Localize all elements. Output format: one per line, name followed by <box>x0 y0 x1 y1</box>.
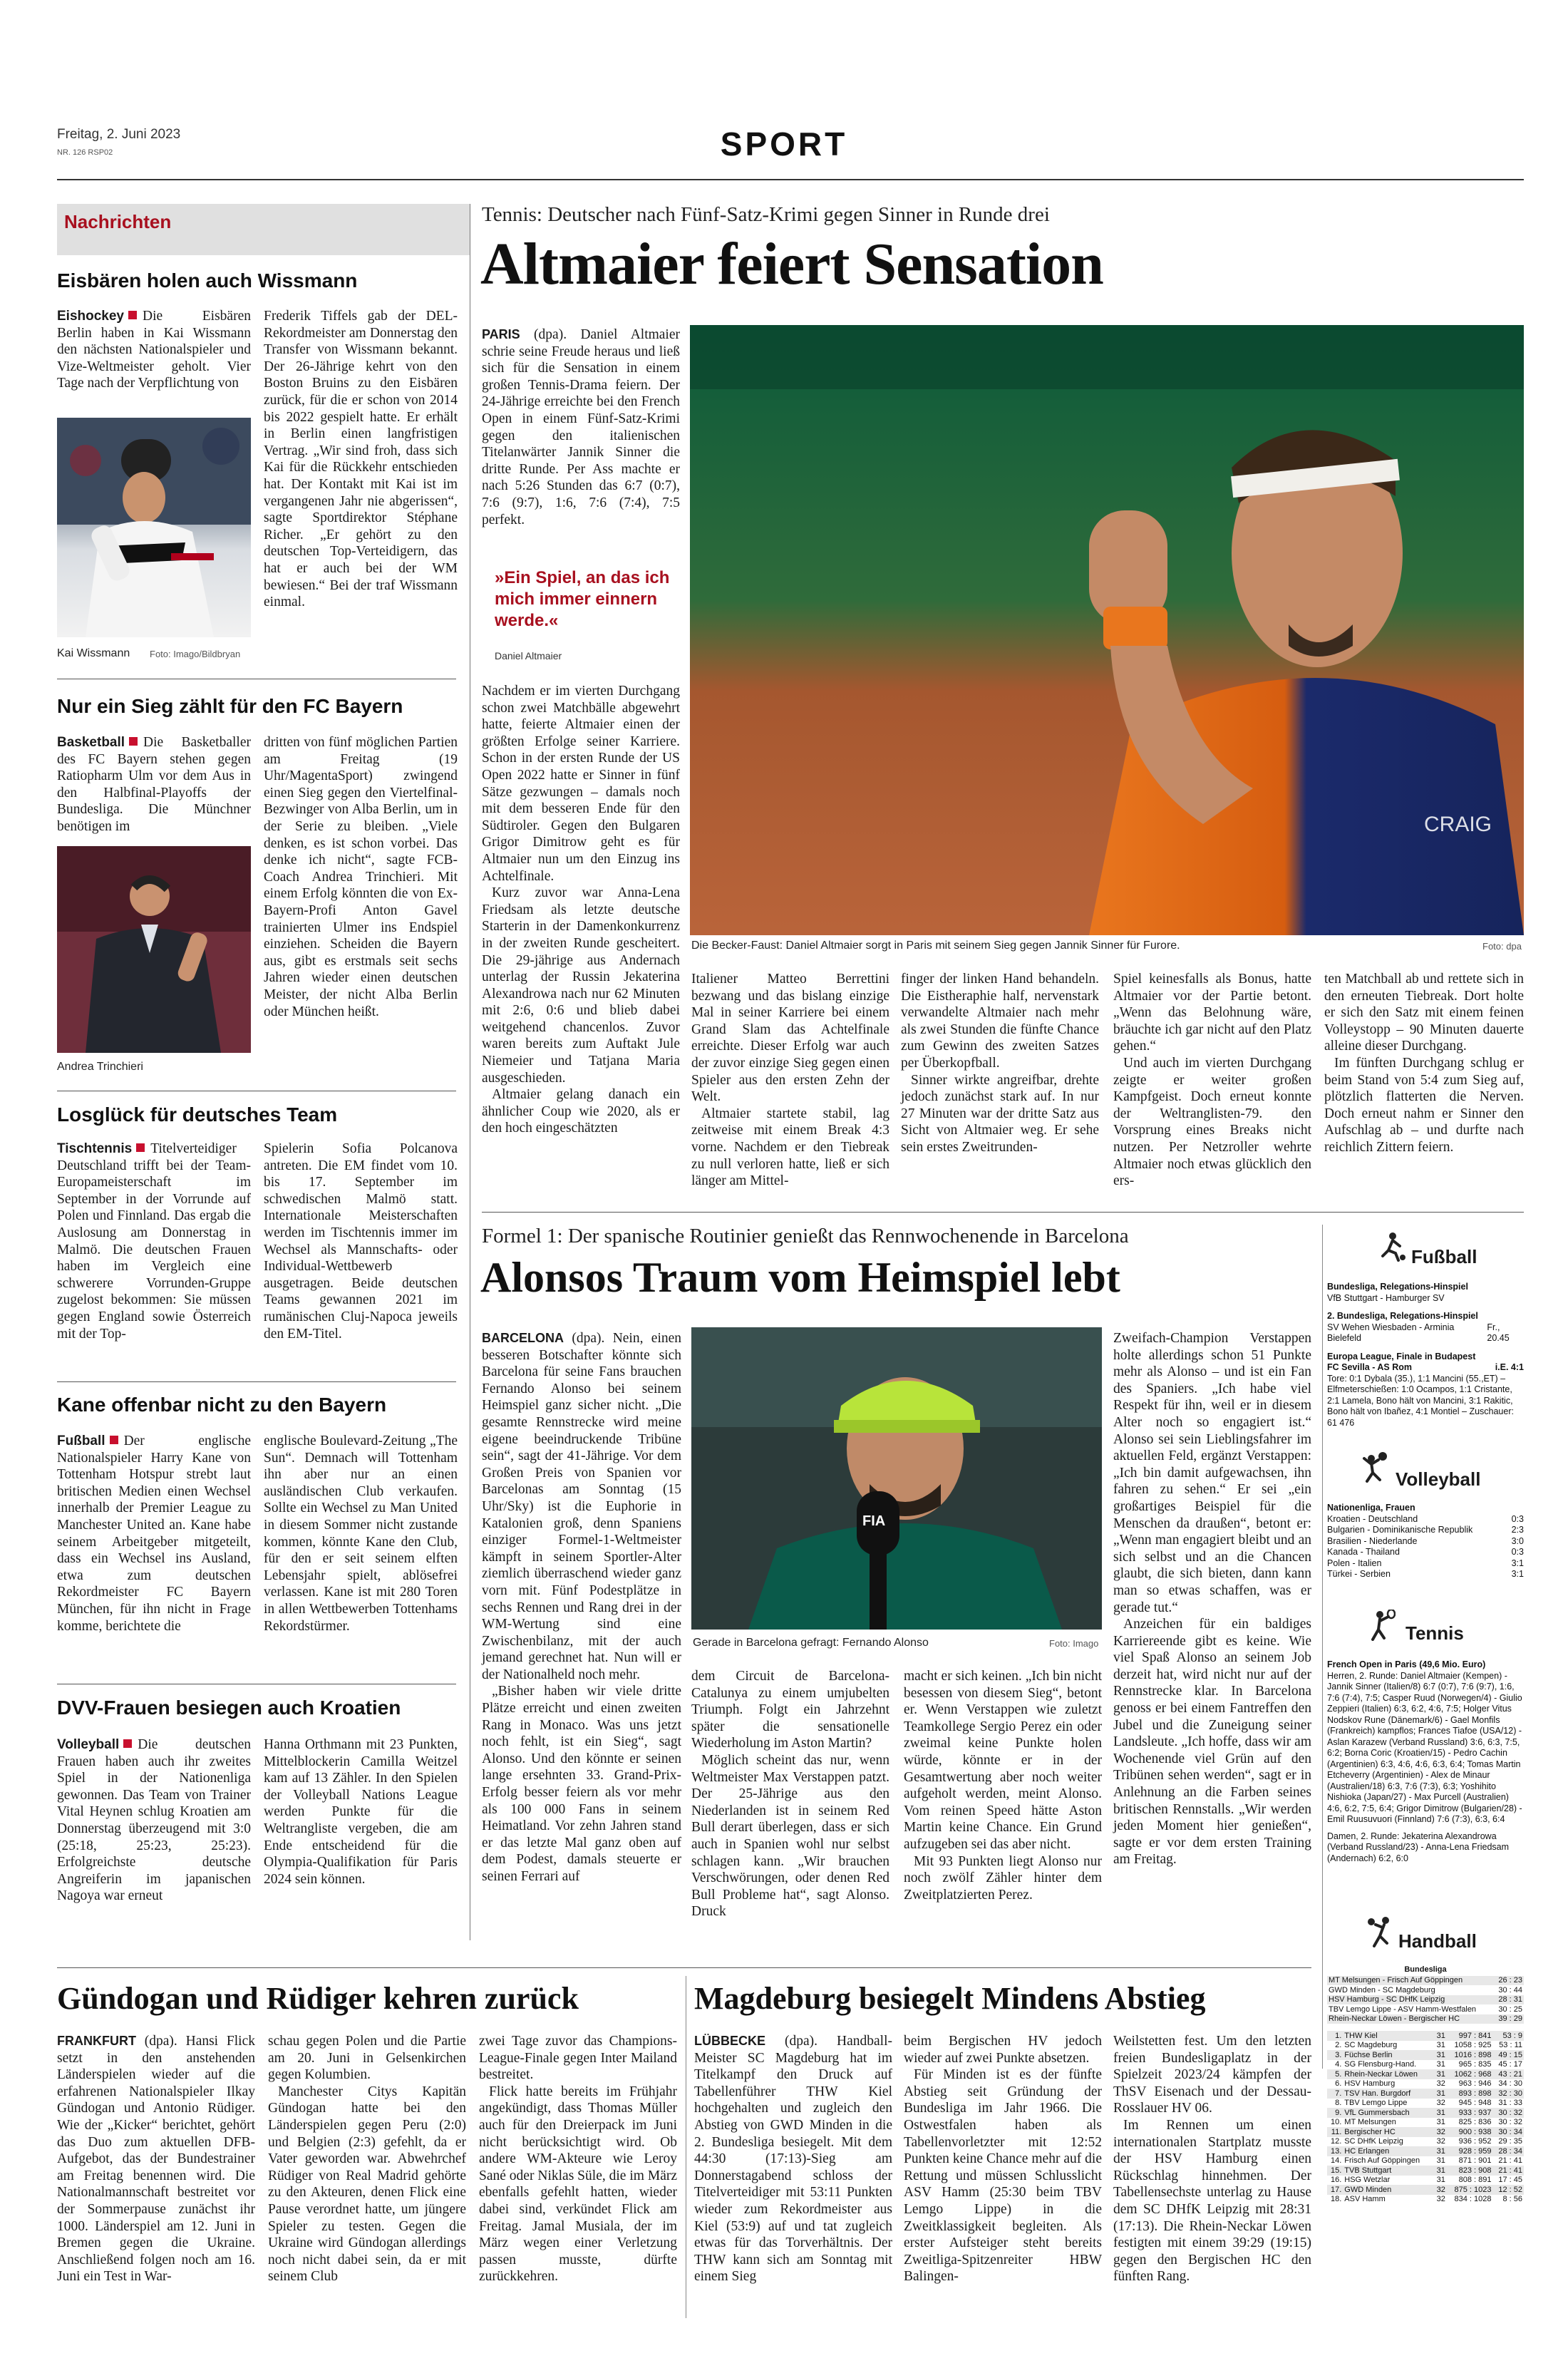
guendogan-col1 <box>57 2033 255 2285</box>
handball-cell-t: Frisch Auf Göppingen <box>1344 2156 1420 2165</box>
photo-andrea-trinchieri <box>57 846 251 1053</box>
news-4-title: Kane offenbar nicht zu den Bayern <box>57 1394 387 1416</box>
handball-cell-t: TSV Han. Burgdorf <box>1343 2089 1433 2099</box>
magdeburg-para: Im Rennen um einen internationalen Startplatz musste der HSV Hamburg einen Rückschlag hinnehmen. Der Tabellensechste unterlag zu Hause dem SC DHfK Leipzig mit 28:31 (17:13). Die Rhein-Neckar Löwen festigten mit einem 39:29 (19:15) gegen den Bergischen HC den fünften Rang. <box>1113 2117 1311 2285</box>
handball-cell-p: 3. <box>1327 2050 1343 2060</box>
issue-number: NR. 126 RSP02 <box>57 148 113 157</box>
handball-cell-p: 1. <box>1327 2031 1343 2041</box>
volleyball-score: 3:0 <box>1511 1535 1524 1546</box>
results-handball <box>1327 1965 1524 2204</box>
results-handball-title: Handball <box>1398 1930 1477 1952</box>
news-1-kicker: Eishockey <box>57 309 124 324</box>
divider <box>57 1381 456 1382</box>
handball-cell-d: 834 : 1028 <box>1454 2195 1492 2203</box>
handball-cell-p: 18. <box>1330 2195 1342 2203</box>
volleyball-result-row <box>1327 1547 1524 1558</box>
alonso-col1 <box>482 1330 681 1885</box>
tennis-results-men: Herren, 2. Runde: Daniel Altmaier (Kempen) - Jannik Sinner (Italien/8) 6:7 (0:7), 7:6 (9:7), 1:6, 7:6 (7:4), 7:5; Casper Ruud (Norwegen/4) - Giulio Zeppieri (Italien) 6:3, 6:2, 4:6, 7:5; Holger Vitus Nodskov Rune (Dänemark/6) - Gael Monfils (Frankreich) kampflos; Frances Tiafoe (USA/12) - Aslan Karazew (Verband Russland) 3:6, 6:3, 7:5, 6:2; Borna Coric (Kroatien/15) - Pedro Cachin (Argentinien) 6:3, 4:6, 4:6, 6:3, 6:4; Tomas Martin Etcheverry (Argentinien) - Alex de Minaur (Australien/18) 6:3, 7:6 (7:3), 6:3; Yoshihito Nishioka (Japan/27) - Max Purcell (Australien) 4:6, 6:2, 7:5, 6:4; Grigor Dimitrow (Bulgarien/28) - Emil Ruusuvuori (Finnland) 7:6 (7:3), 6:3, 6:4 <box>1327 1670 1522 1824</box>
handball-cell-p: 9. <box>1327 2108 1343 2118</box>
handball-cell-t: VfL Gummersbach <box>1343 2108 1433 2118</box>
handball-match: HSV Hamburg - SC DHfK Leipzig <box>1327 1995 1494 2005</box>
photo-kai-wissmann <box>57 418 251 637</box>
handball-table-row <box>1327 2089 1524 2099</box>
guendogan-col3 <box>479 2033 677 2285</box>
handball-cell-pt: 12 : 52 <box>1493 2185 1524 2195</box>
alonso-caption: Gerade in Barcelona gefragt: Fernando Alonso <box>693 1637 929 1649</box>
handball-match: Rhein-Neckar Löwen - Bergischer HC <box>1327 2014 1494 2024</box>
news-5-title: DVV-Frauen besiegen auch Kroatien <box>57 1697 401 1719</box>
news-2-title: Nur ein Sieg zählt für den FC Bayern <box>57 695 403 717</box>
handball-cell-pt: 8 : 56 <box>1502 2195 1522 2203</box>
svg-text:CRAIG: CRAIG <box>1424 813 1492 836</box>
news-2-caption: Andrea Trinchieri <box>57 1061 143 1073</box>
handball-cell-p: 5. <box>1327 2069 1343 2079</box>
handball-cell-p: 13. <box>1327 2146 1343 2156</box>
results-soccer <box>1327 1282 1524 1429</box>
tennis-para: ten Matchball ab und rettete sich in den erneuten Tiebreak. Dort holte er sich den Satz mit einem feinen Volleystopp – 90 Minuten dauerte alleine dieser Durchgang. <box>1324 972 1524 1054</box>
magdeburg-lead: Handball-Meister SC Magdeburg hat im Titelkampf den Druck auf Tabellenführer THW Kiel hochgehalten und zugleich den Abstieg von GWD Minden in die 2. Bundesliga besiegelt. Mit dem 44:30 (17:13)-Sieg am Donnerstagabend schloss der Titelverteidiger mit 53:11 Punkten wieder zum Rekordmeister aus Kiel (53:9) auf und tat zugleich etwas für das Torverhältnis. Der THW kann sich am Sonntag mit einem Sieg <box>694 2034 892 2285</box>
handball-cell-pt: 17 : 45 <box>1498 2176 1522 2184</box>
soccer-comp-3: Europa League, Finale in Budapest <box>1327 1351 1476 1362</box>
handball-cell-g: 31 <box>1436 2118 1445 2126</box>
handball-table <box>1327 2031 1524 2204</box>
handball-cell-g: 31 <box>1433 2031 1447 2041</box>
red-square-icon <box>123 1739 132 1748</box>
news-4-col-b: englische Boulevard-Zeitung „The Sun“. Demnach will Tottenham ihn aber nur an einen ausländischen Club verkaufen. Sollte ein Wechsel zu Man United in diesem Sommer nicht zustande kommen, könnte Kane den Club, für den er seit seinem elften Lebensjahr spielt, ablösefrei verlassen. Kane ist mit 280 Toren in allen Wettbewerben Tottenhams Rekordstürmer. <box>264 1434 458 1634</box>
volleyball-match: Polen - Italien <box>1327 1558 1382 1568</box>
news-3-col-b: Spielerin Sofia Polcanova antreten. Die EM findet vom 10. bis 17. September im schwedischen Malmö statt. Internationale Meisterschaften werden im Tischtennis immer im Wechsel als Mannschafts- oder Individual-Wettbewerb ausgetragen. Beide deutschen Teams gewannen 2021 im rumänischen Cluj-Napoca jeweils den EM-Titel. <box>264 1141 458 1342</box>
tennis-headline: Altmaier feiert Sensation <box>480 231 1103 297</box>
issue-date: Freitag, 2. Juni 2023 <box>57 127 181 142</box>
news-4-col-a <box>57 1433 251 1635</box>
handball-table-row <box>1327 2069 1524 2079</box>
results-tennis-title: Tennis <box>1405 1622 1464 1644</box>
alonso-para: Zweifach-Champion Verstappen holte allerdings schon 51 Punkte mehr als Alonso – und ist ein Fan des Spaniers. „Ich habe viel Respekt für ihn, weil er in diesem Alter noch so engagiert ist.“ Alonso sei sein Lieblingsfahrer im aktuellen Feld, ergänzt Verstappen: „Ich bin damit aufgewachsen, ihn fahren zu sehen.“ Er sei „ein großartiges Beispiel für die Menschen da draußen“, betont er: „Wenn man engagiert bleibt und an sich selbst und an die Chancen glaubt, die sich bieten, dann kann man so etwas schaffen, was er gerade tut.“ <box>1113 1331 1311 1615</box>
handball-table-row <box>1327 2041 1524 2051</box>
guendogan-para: zwei Tage zuvor das Champions-League-Finale gegen Inter Mailand bestreitet. <box>479 2034 677 2083</box>
handball-fixture-row <box>1327 2004 1524 2014</box>
handball-cell-g: 32 <box>1433 2185 1447 2195</box>
handball-table-row <box>1327 2166 1524 2176</box>
tennis-col5 <box>1324 971 1524 1156</box>
handball-table-row <box>1327 2176 1524 2186</box>
red-square-icon <box>110 1436 118 1444</box>
handball-cell-p: 15. <box>1327 2166 1343 2176</box>
handball-cell-pt: 28 : 34 <box>1493 2146 1524 2156</box>
handball-cell-g: 31 <box>1436 2176 1445 2184</box>
alonso-para: macht er sich keinen. „Ich bin nicht besessen von diesem Sieg“, betont er. Wenn Verstappen wie zuletzt Teamkollege Sergio Perez ein oder zweimal keine Punkte holen würde, könnte er in der Gesamtwertung aber noch weiter aufgeholt werden, meint Alonso. Vom reinen Speed hätte Aston Martin keine Chance. Ein Grund aufzugeben sei das aber nicht. <box>904 1669 1102 1852</box>
handball-table-row <box>1327 2050 1524 2060</box>
guendogan-agency: (dpa). <box>144 2034 177 2049</box>
tennis-results-women: Damen, 2. Runde: Jekaterina Alexandrowa (Verband Russland/23) - Anna-Lena Friedsam (Andernach) 6:2, 6:0 <box>1327 1831 1510 1863</box>
tennis-col2 <box>691 971 889 1190</box>
soccer-match: FC Sevilla - AS Rom <box>1327 1362 1413 1372</box>
handball-cell-g: 32 <box>1436 2079 1445 2088</box>
tennis-para: Kurz zuvor war Anna-Lena Friedsam als letzte deutsche Starterin in der Damenkonkurrenz in der zweiten Runde gescheitert. Die 29-jährige aus Andernach unterlag der Russin Jekaterina Alexandrowa nach nur 62 Minuten mit 2:6, 0:6 und blieb dabei weitgehend chancenlos. Zuvor waren bereits zum Auftakt Jule Niemeier und Tatjana Maria ausgeschieden. <box>482 885 680 1086</box>
volleyball-score: 3:1 <box>1511 1558 1524 1568</box>
handball-cell-pt: 49 : 15 <box>1493 2050 1524 2060</box>
handball-match: MT Melsungen - Frisch Auf Göppingen <box>1327 1976 1494 1986</box>
alonso-agency: (dpa). <box>572 1331 605 1346</box>
tennis-para: Im fünften Durchgang schlug er beim Stand von 5:4 zum Sieg auf, plötzlich flatterten die Nerven. Doch erneut nahm er Sinner den Aufschlag ab – und durfte nach reichlich Zittern feiern. <box>1324 1055 1524 1155</box>
handball-cell-g: 31 <box>1433 2108 1447 2118</box>
alonso-para: „Bisher haben wir viele dritte Plätze erreicht und einen zweiten Rang in Monaco. Was uns jetzt noch fehlt, ist ein Sieg“, sagt Alonso. Und den könnte er seinen lange ersehnten 33. Grand-Prix-Erfolg besser feiern als vor mehr als 100 000 Fans in seinem Heimatland. Vor zehn Jahren stand er das letzte Mal ganz oben auf dem Podest, damals steuerte er seinen Ferrari auf <box>482 1684 681 1884</box>
volleyball-result-row <box>1327 1558 1524 1570</box>
handball-cell-t: TBV Lemgo Lippe <box>1344 2099 1408 2107</box>
news-1-col-b: Frederik Tiffels gab der DEL-Rekordmeister am Donnerstag den Transfer von Wissmann bekannt. Der 26-Jährige kehrt von den Boston Bruins zu den Eisbären zurück, für die er schon von 2014 bis 2022 gespielt hatte. Er erhält in Berlin einen langfristigen Vertrag. „Wir sind froh, dass sich Kai für die Rückkehr entschieden hat. Der Kontakt mit Kai ist im vergangenen Jahr nie abgerissen“, sagte Sportdirektor Stéphane Richer. „Er gehört zu den deutschen Top-Verteidigern, das hat er auch bei der WM bewiesen.“ Bei der traf Wissmann einmal. <box>264 309 458 610</box>
soccer-match: SV Wehen Wiesbaden - Arminia Bielefeld <box>1327 1322 1455 1343</box>
handball-fixture-row <box>1327 1976 1524 1986</box>
handball-cell-t: MT Melsungen <box>1344 2118 1396 2126</box>
handball-cell-d: 933 : 937 <box>1447 2108 1493 2118</box>
alonso-lead: Nein, einen besseren Botschafter könnte sich Barcelona für seine Fans brauchen Fernando Alonso bei seinem Heimspiel ganz sicher nicht. „Die gesamte Rennstrecke wird meine eigene beeindruckende Tribüne sein“, sagt der 41-Jährige. Vor dem Großen Preis von Spanien vor Barcelonas am Sonntag (15 Uhr/Sky) ist die Euphorie in Katalonien groß, denn Spaniens einziger Formel-1-Weltmeister kämpft in seinem Sportler-Alter ziemlich überraschend wieder ganz vorn mit. Fünf Podestplätze in sechs Rennen und Rang drei in der WM-Wertung sind eine Zwischenbilanz, mit der auch jemand gerechnet hat. Nun will er der Nationalheld noch mehr. <box>482 1331 682 1682</box>
handball-match: GWD Minden - SC Magdeburg <box>1329 1985 1435 1994</box>
handball-cell-p: 4. <box>1335 2060 1342 2069</box>
handball-cell-t: TVB Stuttgart <box>1343 2166 1433 2176</box>
volleyball-score: 2:3 <box>1511 1525 1524 1535</box>
handball-cell-pt: 29 : 35 <box>1498 2137 1522 2146</box>
volleyball-match: Türkei - Serbien <box>1327 1569 1391 1579</box>
handball-cell-t: THW Kiel <box>1343 2031 1433 2041</box>
handball-cell-g: 32 <box>1436 2137 1445 2146</box>
handball-cell-g: 31 <box>1433 2069 1447 2079</box>
alonso-col4 <box>1113 1330 1311 1868</box>
handball-cell-t: HSG Wetzlar <box>1344 2176 1391 2184</box>
handball-table-row <box>1327 2060 1524 2070</box>
handball-cell-t: SG Flensburg-Hand. <box>1344 2060 1417 2069</box>
tennis-col4 <box>1113 971 1311 1190</box>
handball-fixture-row <box>1327 1995 1524 2005</box>
handball-cell-g: 32 <box>1433 2127 1447 2137</box>
volleyball-result-row <box>1327 1536 1524 1548</box>
red-square-icon <box>129 737 138 746</box>
masthead-rule <box>57 179 1524 180</box>
volleyball-score: 0:3 <box>1511 1513 1524 1524</box>
tennis-para: finger der linken Hand behandeln. Die Eistheraphie half, nervenstark verwandelte Altmaier nach mehr als zwei Stunden die fünfte Chance zum Gewinn des zweiten Satzes per Überkopfball. <box>901 972 1099 1071</box>
alonso-headline: Alonsos Traum vom Heimspiel lebt <box>480 1254 1120 1301</box>
handball-table-row <box>1327 2079 1524 2089</box>
news-2-text-a: Die Basketballer des FC Bayern stehen gegen Ratiopharm Ulm vor dem Aus in den Halbfinal-Playoffs der Bundesliga. Die Münchner benötigen im <box>57 735 251 834</box>
handball-cell-t: HSV Hamburg <box>1344 2079 1396 2088</box>
red-square-icon <box>136 1143 145 1152</box>
news-header-bar <box>57 204 470 255</box>
handball-cell-d: 963 : 946 <box>1458 2079 1492 2088</box>
guendogan-dateline: FRANKFURT <box>57 2034 136 2048</box>
news-2-col-a <box>57 734 251 835</box>
volleyball-match: Bulgarien - Dominikanische Republik <box>1327 1525 1473 1535</box>
alonso-para: Möglich scheint das nur, wenn Weltmeister Max Verstappen patzt. Der 25-Jährige aus den Niederlanden ist in seinem Red Bull derart überlegen, dass er sich auch in Spanien wohl nur selbst schlagen kann. „Wir brauchen Verschwörungen, oder denen Red Bull Probleme hat“, sagt Alonso. Druck <box>691 1752 889 1920</box>
tennis-caption: Die Becker-Faust: Daniel Altmaier sorgt in Paris mit seinem Sieg gegen Jannik Sinner für Furore. <box>691 940 1180 952</box>
news-4-text-a: Der englische Nationalspieler Harry Kane von Tottenham Hotspur strebt laut britischen Medien einen Wechsel innerhalb der Premier League zu Manchester United an. Kane habe seinem Arbeitgeber mitgeteilt, dass ein Wechsel ins Ausland, etwa zum deutschen Rekordmeister FC Bayern München, für ihn nicht in Frage komme, berichtete die <box>57 1434 251 1634</box>
guendogan-col2 <box>268 2033 466 2285</box>
soccer-icon <box>1377 1230 1408 1265</box>
news-1-caption: Kai Wissmann <box>57 647 130 659</box>
handball-fixture-row <box>1327 1985 1524 1995</box>
handball-cell-d: 965 : 835 <box>1458 2060 1492 2069</box>
results-soccer-title: Fußball <box>1411 1246 1477 1267</box>
results-tennis <box>1327 1659 1524 1864</box>
handball-score: 30 : 44 <box>1498 1985 1522 1994</box>
news-1-text-a: Die Eisbären Berlin haben in Kai Wissmann den nächsten Nationalspieler und Vize-Weltmeister geholt. Vier Tage nach der Verpflichtung von <box>57 309 251 391</box>
handball-cell-d: 825 : 836 <box>1458 2118 1492 2126</box>
handball-cell-p: 10. <box>1330 2118 1342 2126</box>
volleyball-result-row <box>1327 1525 1524 1536</box>
handball-table-row <box>1327 2031 1524 2041</box>
handball-cell-pt: 21 : 41 <box>1493 2166 1524 2176</box>
handball-cell-d: 928 : 959 <box>1447 2146 1493 2156</box>
tennis-col3 <box>901 971 1099 1156</box>
handball-cell-pt: 31 : 33 <box>1498 2099 1522 2107</box>
handball-table-row <box>1327 2195 1524 2205</box>
handball-cell-t: ASV Hamm <box>1344 2195 1386 2203</box>
alonso-col2 <box>691 1668 889 1920</box>
soccer-comp-1: Bundesliga, Relegations-Hinspiel <box>1327 1282 1468 1292</box>
handball-cell-g: 31 <box>1436 2156 1445 2165</box>
handball-cell-d: 1062 : 968 <box>1447 2069 1493 2079</box>
volleyball-match: Kanada - Thailand <box>1327 1547 1400 1557</box>
handball-score: 26 : 23 <box>1494 1976 1524 1986</box>
volleyball-match: Kroatien - Deutschland <box>1327 1513 1418 1524</box>
magdeburg-para: Für Minden ist es der fünfte Abstieg seit Gründung der Bundesliga im Jahr 1966. Die Ostwestfalen haben als Tabellenvorletzter mit 12:52 Punkten keine Chance mehr auf die Rettung und müssen Schlusslicht ASV Hamm (25:30 beim TBV Lemgo Lippe) in die Zweitklassigkeit begleiten. Als erster Aufsteiger steht bereits Zweitliga-Spitzenreiter HBW Balingen- <box>904 2067 1102 2285</box>
handball-cell-pt: 53 : 11 <box>1499 2041 1522 2049</box>
handball-cell-pt: 30 : 34 <box>1493 2127 1524 2137</box>
handball-cell-p: 8. <box>1335 2099 1342 2107</box>
news-4-kicker: Fußball <box>57 1434 105 1448</box>
handball-table-row <box>1327 2146 1524 2156</box>
guendogan-para: Manchester Citys Kapitän Gündogan hatte bei den Länderspielen gegen Peru (2:0) und Belgien (2:3) gefehlt, da er Vater geworden war. Abwehrchef Rüdiger von Real Madrid gehörte zu den Akteuren, denen Flick eine Pause verordnet hatte, um jüngere Spieler zu testen. Gegen die Ukraine wird Gündogan allerdings noch nicht dabei sein, da er mit seinem Club <box>268 2084 466 2285</box>
handball-cell-pt: 45 : 17 <box>1498 2060 1522 2069</box>
handball-cell-t: HC Erlangen <box>1343 2146 1433 2156</box>
section-title: SPORT <box>720 125 848 163</box>
tennis-lead-text: Daniel Altmaier schrie seine Freude heraus und ließ sich für die Sensation in einem großen Tennis-Drama feiern. Der 24-Jährige erreichte bei den French Open in einem Fünf-Satz-Krimi gegen den italienischen Titelanwärter Jannik Sinner die dritte Runde. Per Ass machte er nach 5:26 Stunden das 6:7 (0:7), 7:6 (9:7), 1:6, 7:6 (7:4), 7:5 perfekt. <box>482 327 681 527</box>
tennis-icon <box>1364 1610 1396 1644</box>
handball-cell-t: Füchse Berlin <box>1343 2050 1433 2060</box>
handball-cell-d: 875 : 1023 <box>1447 2185 1493 2195</box>
soccer-detail: Tore: 0:1 Dybala (35.), 1:1 Mancini (55.,ET) – Elfmeterschießen: 1:0 Ocampos, 1:1 Cristante, 2:1 Lamela, Bono hält von Mancini, 3:1 Rakitic, Bono hält von Ibañez, 4:1 Montiel – Zuschauer: 61 476 <box>1327 1373 1514 1428</box>
news-5-kicker: Volleyball <box>57 1737 120 1752</box>
soccer-score: Fr., 20.45 <box>1487 1322 1510 1343</box>
magdeburg-col2 <box>904 2033 1102 2285</box>
handball-cell-d: 808 : 891 <box>1458 2176 1492 2184</box>
handball-score: 30 : 25 <box>1498 2004 1522 2014</box>
handball-cell-g: 31 <box>1433 2166 1447 2176</box>
volleyball-score: 0:3 <box>1511 1547 1524 1557</box>
tennis-para: Sinner wirkte angreifbar, drehte jedoch zunächst stark auf. In nur 27 Minuten war der dritte Satz aus Sicht von Altmaier weg. Er sehe sein erstes Zweitrunden- <box>901 1072 1099 1155</box>
magdeburg-para: Weilstetten fest. Um den letzten freien Bundesligaplatz in der Spielzeit 2023/24 kämpfen der ThSV Eisenach und der Dessau-Rosslauer HV 06. <box>1113 2034 1311 2116</box>
handball-cell-d: 893 : 898 <box>1447 2089 1493 2099</box>
tennis-quote-author: Daniel Altmaier <box>495 650 562 662</box>
results-volleyball-title: Volleyball <box>1396 1468 1481 1490</box>
tennis-dateline: PARIS <box>482 327 520 341</box>
divider <box>57 1967 1311 1968</box>
alonso-credit: Foto: Imago <box>1049 1638 1099 1649</box>
handball-cell-pt: 30 : 32 <box>1493 2108 1524 2118</box>
handball-cell-g: 31 <box>1433 2089 1447 2099</box>
volleyball-result-row <box>1327 1514 1524 1525</box>
handball-cell-d: 945 : 948 <box>1458 2099 1492 2107</box>
photo-fernando-alonso <box>691 1327 1102 1630</box>
news-2-col-b: dritten von fünf möglichen Partien am Freitag (19 Uhr/MagentaSport) zwingend einen Sieg gegen den Viertelfinal-Bezwinger von Alba Berlin, um in der Serie zu bleiben. „Viele denken, es ist schon vorbei. Das denke ich nicht“, sagte FCB-Coach Andrea Trinchieri. Mit einem Erfolg könnten die von Ex-Bayern-Profi Anton Gavel trainierten Ulmer ins Endspiel einziehen. Scheiden die Bayern aus, gibt es erstmals seit sechs Jahren wieder einen deutschen Meister, der nicht Alba Berlin oder München heißt. <box>264 735 458 1019</box>
tennis-para: Italiener Matteo Berrettini bezwang und das bislang einzige Mal in seiner Karriere bei einem Grand Slam das Achtelfinale erreichte. Dieser Erfolg war auch der zuvor einzige Sieg gegen einen Spieler aus den ersten Zehn der Welt. <box>691 972 889 1105</box>
handball-cell-d: 997 : 841 <box>1447 2031 1493 2041</box>
news-1-title: Eisbären holen auch Wissmann <box>57 269 358 292</box>
magdeburg-col1 <box>694 2033 892 2285</box>
news-1-col-a <box>57 308 251 392</box>
magdeburg-para: beim Bergischen HV jedoch wieder auf zwei Punkte absetzen. <box>904 2034 1102 2066</box>
handball-fixture-row <box>1327 2014 1524 2024</box>
handball-cell-t: Bergischer HC <box>1343 2127 1433 2137</box>
volleyball-icon <box>1358 1451 1390 1486</box>
results-volleyball <box>1327 1503 1524 1580</box>
magdeburg-headline: Magdeburg besiegelt Mindens Abstieg <box>694 1981 1206 2016</box>
news-3-title: Losglück für deutsches Team <box>57 1103 338 1126</box>
news-3-kicker: Tischtennis <box>57 1141 133 1156</box>
tennis-kicker: Tennis: Deutscher nach Fünf-Satz-Krimi gegen Sinner in Runde drei <box>482 203 1050 226</box>
alonso-col3 <box>904 1668 1102 1903</box>
handball-cell-d: 1058 : 925 <box>1454 2041 1492 2049</box>
handball-cell-pt: 30 : 32 <box>1498 2118 1522 2126</box>
tennis-credit: Foto: dpa <box>1482 941 1522 952</box>
handball-table-row <box>1327 2108 1524 2118</box>
handball-cell-pt: 43 : 21 <box>1493 2069 1524 2079</box>
tennis-col1-body <box>482 683 680 1137</box>
magdeburg-agency: (dpa). <box>785 2034 818 2049</box>
news-2-kicker: Basketball <box>57 735 125 750</box>
handball-score: 39 : 29 <box>1494 2014 1524 2024</box>
soccer-score: i.E. 4:1 <box>1495 1362 1524 1372</box>
handball-cell-pt: 53 : 9 <box>1493 2031 1524 2041</box>
handball-cell-p: 16. <box>1330 2176 1342 2184</box>
handball-cell-pt: 34 : 30 <box>1498 2079 1522 2088</box>
handball-cell-t: Rhein-Neckar Löwen <box>1343 2069 1433 2079</box>
tennis-agency: (dpa). <box>534 327 567 342</box>
handball-cell-g: 31 <box>1436 2041 1445 2049</box>
volleyball-result-row <box>1327 1569 1524 1580</box>
soccer-comp-2: 2. Bundesliga, Relegations-Hinspiel <box>1327 1311 1478 1321</box>
photo-daniel-altmaier <box>690 325 1524 935</box>
handball-table-row <box>1327 2185 1524 2195</box>
news-3-col-a <box>57 1141 251 1342</box>
handball-cell-pt: 32 : 30 <box>1493 2089 1524 2099</box>
handball-table-row <box>1327 2118 1524 2128</box>
news-5-col-b: Hanna Orthmann mit 23 Punkten, Mittelblockerin Camilla Weitzel kam auf 13 Zähler. In den Spielen der Volleyball Nations League werden Punkte für die Weltrangliste vergeben, die am Ende entscheidend für die Olympia-Qualifikation für Paris 2024 sein können. <box>264 1737 458 1887</box>
magdeburg-dateline: LÜBBECKE <box>694 2034 766 2048</box>
tennis-comp: French Open in Paris (49,6 Mio. Euro) <box>1327 1659 1486 1669</box>
handball-cell-g: 31 <box>1433 2050 1447 2060</box>
handball-fixtures <box>1327 1976 1524 2024</box>
volleyball-comp: Nationenliga, Frauen <box>1327 1503 1415 1513</box>
alonso-para: dem Circuit de Barcelona-Catalunya zu einem umjubelten Triumph. Folgt ein Jahrzehnt später die sensationelle Wiederholung im Aston Martin? <box>691 1669 889 1751</box>
handball-cell-d: 1016 : 898 <box>1447 2050 1493 2060</box>
news-1-credit: Foto: Imago/Bildbryan <box>150 649 241 659</box>
guendogan-lead: Hansi Flick setzt in den anstehenden Länderspielen wieder auf die erfahrenen Nationalspieler Ilkay Gündogan und Antonio Rüdiger. Wie der „Kicker“ berichtet, gehört das Duo zum aktuellen DFB-Aufgebot, das der Bundestrainer am Freitag benennen wird. Die Nationalmannschaft bestreitet vor der Sommerpause zunächst ihr 1000. Länderspiel am 12. Juni in Bremen gegen die Ukraine. Anschließend folgen noch am 16. Juni ein Test in War- <box>57 2034 255 2285</box>
handball-comp: Bundesliga <box>1404 1965 1447 1974</box>
handball-cell-g: 31 <box>1436 2060 1445 2069</box>
results-rule <box>1322 1225 1323 2069</box>
handball-cell-pt: 21 : 41 <box>1498 2156 1522 2165</box>
news-5-col-a <box>57 1736 251 1905</box>
tennis-para: Altmaier startete stabil, lag zeitweise mit einem Break 4:3 vorne. Nachdem er den Tiebreak zu null verloren hatte, ließ er sich länger am Mittel- <box>691 1106 889 1189</box>
tennis-para: Nachdem er im vierten Durchgang schon zwei Matchbälle abgewehrt hatte, feierte Altmaier einen der größten Erfolge seiner Karriere. Schon in der ersten Runde der US Open 2022 hatte er Sinner in fünf Sätze gezwungen – damals noch mit dem besseren Ende für den Südtiroler. Gegen den Bulgaren Grigor Dimitrow geht es für Altmaier nun um den Einzug ins Achtelfinale. <box>482 684 680 884</box>
handball-cell-t: SC DHfK Leipzig <box>1344 2137 1403 2146</box>
handball-cell-p: 12. <box>1330 2137 1342 2146</box>
handball-cell-p: 6. <box>1335 2079 1342 2088</box>
handball-cell-d: 871 : 901 <box>1458 2156 1492 2165</box>
tennis-lead <box>482 326 680 528</box>
news-5-text-a: Die deutschen Frauen haben auch ihr zweites Spiel in der Nationenliga gewonnen. Das Team von Trainer Vital Heynen schlug Kroatien am Donnerstag überzeugend mit 3:0 (25:18, 25:23, 25:23). Erfolgreichste deutsche Angreiferin im japanischen Nagoya war erneut <box>57 1737 251 1904</box>
tennis-para: Spiel keinesfalls als Bonus, hatte Altmaier vor der Partie betont. „Wenn das Belohnung wäre, bräuchte ich gar nicht auf den Platz gehen.“ <box>1113 972 1311 1054</box>
handball-cell-p: 11. <box>1327 2127 1343 2137</box>
handball-cell-g: 31 <box>1433 2146 1447 2156</box>
handball-icon <box>1364 1916 1396 1951</box>
handball-cell-p: 7. <box>1327 2089 1343 2099</box>
handball-cell-p: 17. <box>1327 2185 1343 2195</box>
handball-cell-d: 823 : 908 <box>1447 2166 1493 2176</box>
handball-cell-d: 936 : 952 <box>1458 2137 1492 2146</box>
alonso-dateline: BARCELONA <box>482 1331 564 1345</box>
volleyball-match: Brasilien - Niederlande <box>1327 1535 1418 1546</box>
handball-table-row <box>1327 2137 1524 2147</box>
red-square-icon <box>128 311 137 319</box>
handball-table-row <box>1327 2099 1524 2109</box>
handball-cell-d: 900 : 938 <box>1447 2127 1493 2137</box>
alonso-para: Anzeichen für ein baldiges Karriereende gibt es keine. Wie viel Spaß Alonso an seinem Job derzeit hat, wird nicht nur auf der Rennstrecke klar. In Barcelona genoss er bei einem Fantreffen den Jubel und die Zuneigung seiner Landsleute. „Ich hoffe, dass wir am Wochenende viel Grün auf den Tribünen sehen werden“, sagt er in Anlehnung an die Farben seines britischen Rennstalls. „Wir werden jeden Moment hier genießen“, sagte er vor dem ersten Training am Freitag. <box>1113 1617 1311 1868</box>
svg-text:FIA: FIA <box>862 1513 886 1529</box>
guendogan-para: Flick hatte bereits im Frühjahr angekündigt, dass Thomas Müller auch für den Dreierpack im Juni nicht berücksichtigt wird. Ob andere WM-Akteure wie Leroy Sané oder Niklas Süle, die im März ebenfalls gefehlt hatten, wieder dabei sind, verkündet Flick am Freitag. Jamal Musiala, der im März wegen einer Verletzung passen musste, dürfte zurückkehren. <box>479 2084 677 2285</box>
handball-cell-p: 2. <box>1335 2041 1342 2049</box>
handball-match: TBV Lemgo Lippe - ASV Hamm-Westfalen <box>1329 2004 1477 2014</box>
news-3-text-a: Titelverteidiger Deutschland trifft bei der Team-Europameisterschaft im September in der Vorrunde auf Polen und Finnland. Das ergab die Auslosung am Donnerstag in Malmö. Die deutschen Frauen haben im Vergleich eine schwerere Vorrunden-Gruppe zugelost bekommen: Sie müssen gegen England sowie Österreich mit der Top- <box>57 1141 251 1342</box>
soccer-match: VfB Stuttgart - Hamburger SV <box>1327 1292 1445 1303</box>
tennis-pull-quote: »Ein Spiel, an das ich mich immer einnern werde.« <box>495 568 670 630</box>
alonso-para: Mit 93 Punkten liegt Alonso nur noch zwölf Zähler hinter dem Zweitplatzierten Perez. <box>904 1853 1102 1903</box>
guendogan-para: schau gegen Polen und die Partie am 20. Juni in Gelsenkirchen gegen Kolumbien. <box>268 2034 466 2083</box>
divider <box>482 1212 1524 1213</box>
tennis-para: Altmaier gelang danach ein ähnlicher Coup wie 2020, als er den hoch eingeschätzten <box>482 1087 680 1136</box>
magdeburg-col3 <box>1113 2033 1311 2285</box>
handball-cell-t: GWD Minden <box>1343 2185 1433 2195</box>
handball-table-row <box>1327 2127 1524 2137</box>
handball-cell-t: SC Magdeburg <box>1344 2041 1398 2049</box>
handball-cell-g: 32 <box>1436 2195 1445 2203</box>
guendogan-headline: Gündogan und Rüdiger kehren zurück <box>57 1981 579 2016</box>
news-header: Nachrichten <box>64 211 172 232</box>
volleyball-score: 3:1 <box>1511 1569 1524 1579</box>
handball-score: 28 : 31 <box>1494 1995 1524 2005</box>
handball-cell-g: 32 <box>1436 2099 1445 2107</box>
tennis-para: Und auch im vierten Durchgang zeigte er weiter großen Kampfgeist. Doch erneut konnte der Weltranglisten-79. den Vorsprung eines Breaks nicht nutzen. Per Netzroller wehrte Altmaier noch etwas glücklich den ers- <box>1113 1055 1311 1189</box>
handball-cell-p: 14. <box>1330 2156 1342 2165</box>
alonso-kicker: Formel 1: Der spanische Routinier genießt das Rennwochenende in Barcelona <box>482 1225 1129 1247</box>
handball-table-row <box>1327 2156 1524 2166</box>
